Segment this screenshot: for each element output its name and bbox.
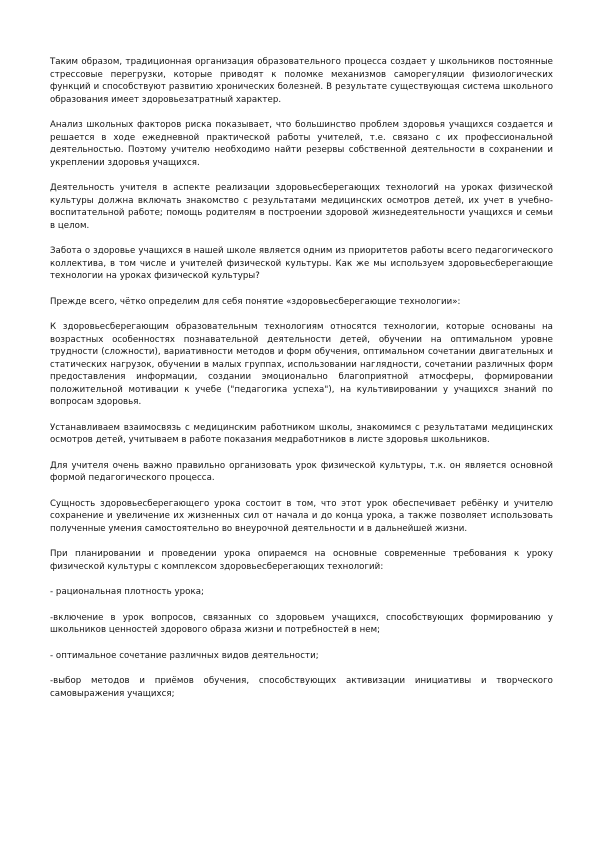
paragraph-6: К здоровьесберегающим образовательным технологиям относятся технологии, которые основаны на возрастных особенностях познавательной деятельности детей, обучении на оптимальном уровне трудности (сложности), вариативности методов и форм обучения, оптимальном сочетании двигательных и статических нагрузок, обучении в малых группах, использовании наглядности, сочетании различных форм предоставления информации, создании эмоционально благоприятной атмосферы, формировании положительной мотивации к учебе ("педагогика успеха"), на культивировании у учащихся знаний по вопросам здоровья. [50, 322, 553, 407]
paragraph-7: Устанавливаем взаимосвязь с медицинским работником школы, знакомимся с результатами медицинских осмотров детей, учитываем в работе показания медработников в листе здоровья школьников. [50, 422, 553, 445]
paragraph-8: Для учителя очень важно правильно организовать урок физической культуры, т.к. он является основной формой педагогического процесса. [50, 460, 553, 483]
paragraph-1: Таким образом, традиционная организация образовательного процесса создает у школьников постоянные стрессовые перегрузки, которые приводят к поломке механизмов саморегуляции физиологических функций и способствуют развитию хронических болезней. В результате существующая система школьного образования имеет здоровьезатратный характер. [50, 57, 553, 105]
paragraph-5: Прежде всего, чётко определим для себя понятие «здоровьесберегающие технологии»: [50, 296, 461, 307]
list-item-3: - оптимальное сочетание различных видов деятельности; [50, 650, 319, 661]
paragraph-2: Анализ школьных факторов риска показывает, что большинство проблем здоровья учащихся создается и решается в ходе ежедневной практической работы учителей, т.е. связано с их профессиональной деятельностью. Поэтому учителю необходимо найти резервы собственной деятельности в сохранении и укреплении здоровья учащихся. [50, 120, 553, 168]
paragraph-3: Деятельность учителя в аспекте реализации здоровьесберегающих технологий на уроках физической культуры должна включать знакомство с результатами медицинских осмотров детей, их учет в учебно-воспитательной работе; помощь родителям в построении здоровой жизнедеятельности учащихся и семьи в целом. [50, 183, 553, 231]
list-item-4: -выбор методов и приёмов обучения, способствующих активизации инициативы и творческого самовыражения учащихся; [50, 676, 553, 699]
paragraph-9: Сущность здоровьесберегающего урока состоит в том, что этот урок обеспечивает ребёнку и учителю сохранение и увеличение их жизненных сил от начала и до конца урока, а также позволяет использовать полученные умения самостоятельно во внеурочной деятельности и в дальнейшей жизни. [50, 498, 553, 534]
paragraph-10: При планировании и проведении урока опираемся на основные современные требования к уроку физической культуры с комплексом здоровьесберегающих технологий: [50, 549, 553, 572]
list-item-2: -включение в урок вопросов, связанных со здоровьем учащихся, способствующих формированию у школьников ценностей здорового образа жизни и потребностей в нем; [50, 612, 553, 635]
list-item-1: - рациональная плотность урока; [50, 587, 204, 597]
document-page [50, 56, 553, 713]
paragraph-4: Забота о здоровье учащихся в нашей школе является одним из приоритетов работы всего педагогического коллектива, в том числе и учителей физической культуры. Как же мы используем здоровьесберегающие технологии на уроках физической культуры? [50, 246, 553, 281]
